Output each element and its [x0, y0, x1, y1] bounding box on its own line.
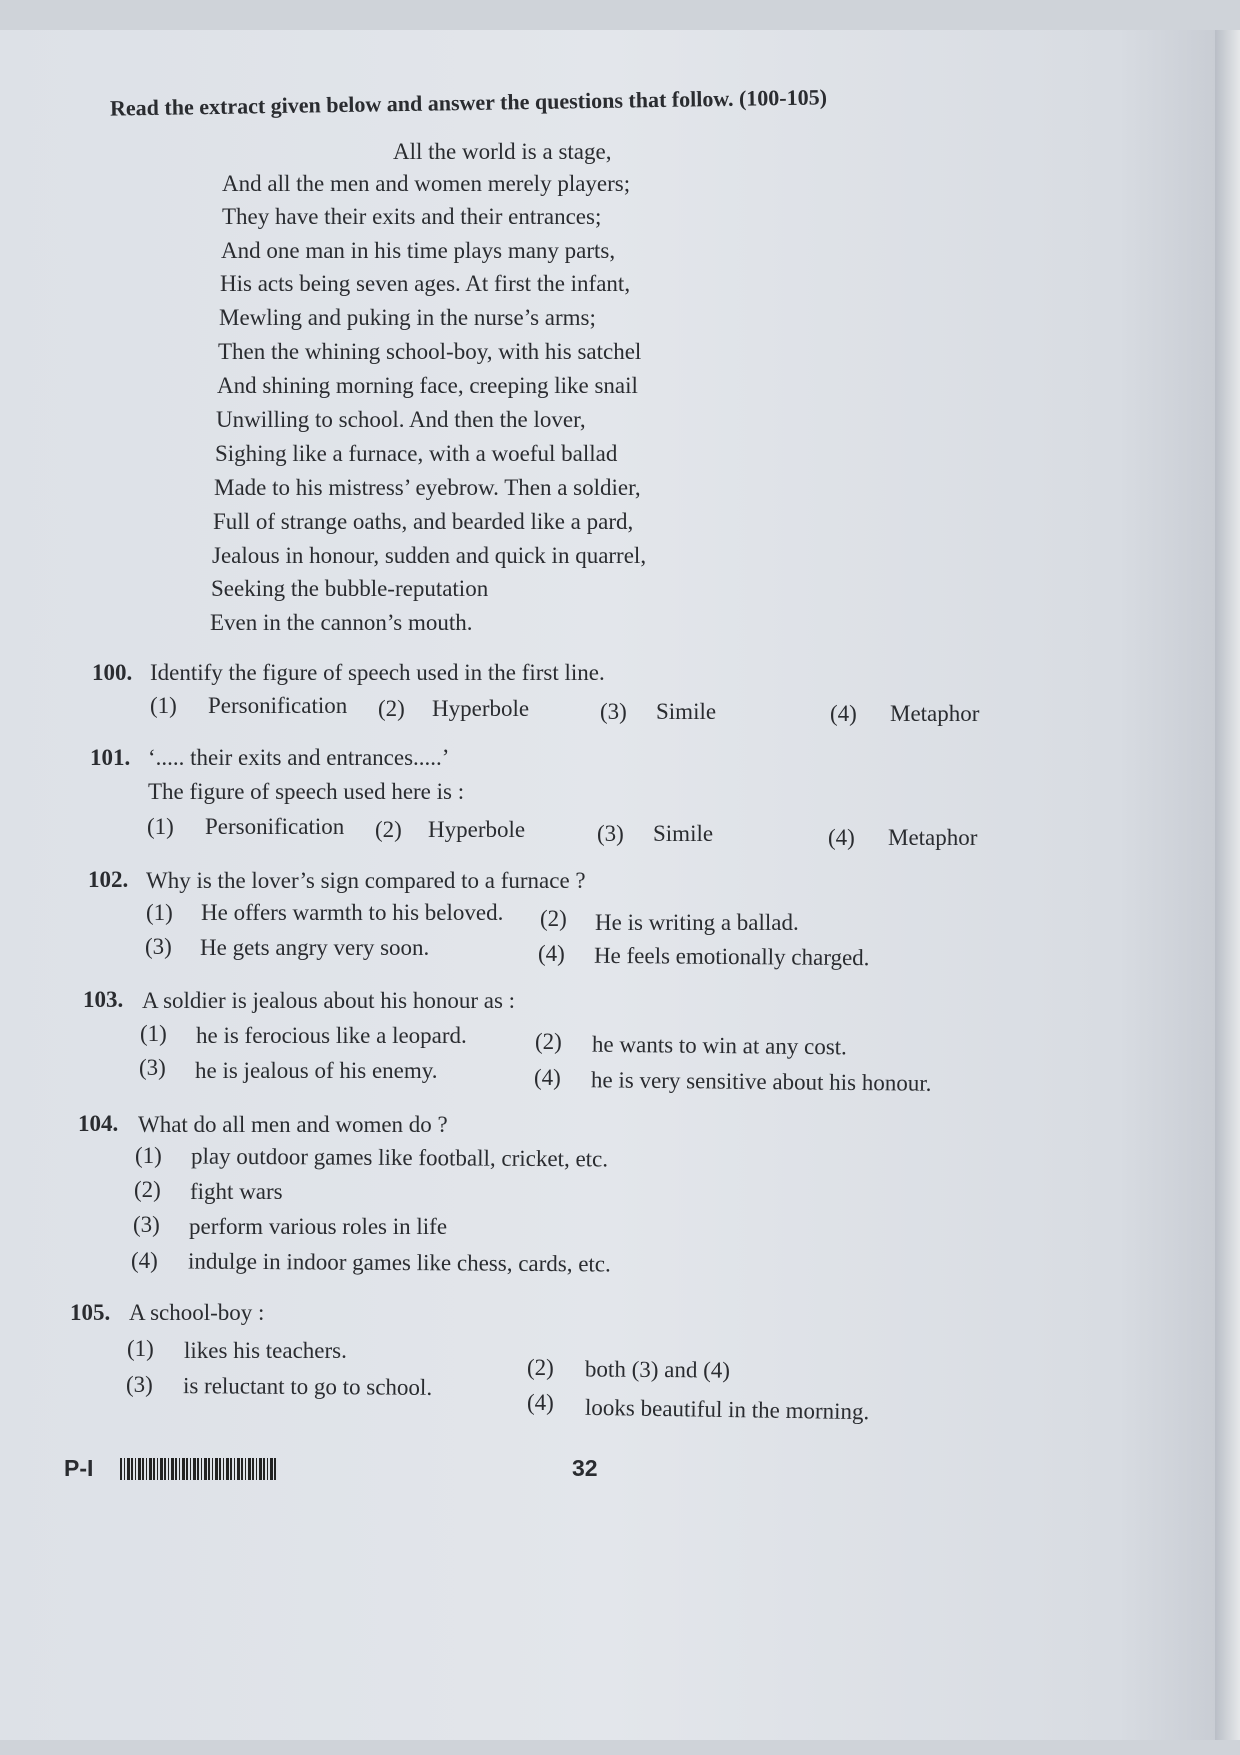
option-number: (4)	[828, 825, 855, 850]
option-text: indulge in indoor games like chess, cards, etc.	[187, 1248, 611, 1277]
poem-line: And shining morning face, creeping like snail	[217, 373, 638, 398]
instruction: Read the extract given below and answer the questions that follow. (100-105)	[109, 84, 828, 121]
option-text: Personification	[205, 814, 345, 839]
poem-line: All the world is a stage,	[393, 139, 612, 164]
option-text: looks beautiful in the morning.	[584, 1394, 870, 1425]
option-number: (1)	[146, 900, 173, 925]
option-text: he is ferocious like a leopard.	[196, 1023, 467, 1048]
option-number: (4)	[527, 1390, 554, 1415]
option-number: (2)	[535, 1029, 562, 1054]
question-number: 101.	[90, 745, 131, 770]
option-number: (2)	[375, 817, 402, 842]
option-number: (2)	[378, 696, 405, 721]
poem-line: Even in the cannon’s mouth.	[210, 610, 473, 635]
option-text: He offers warmth to his beloved.	[201, 900, 504, 925]
option-number: (2)	[134, 1177, 161, 1202]
poem-line: Then the whining school-boy, with his satchel	[218, 339, 642, 364]
poem-line: His acts being seven ages. At first the infant,	[220, 271, 631, 296]
option-number: (1)	[140, 1021, 167, 1046]
question-number: 104.	[78, 1111, 119, 1136]
option-text: Simile	[653, 821, 714, 846]
option-text: he is jealous of his enemy.	[195, 1058, 438, 1083]
option-number: (1)	[147, 814, 174, 839]
option-text: likes his teachers.	[184, 1338, 347, 1363]
option-number: (3)	[139, 1055, 166, 1080]
option-text: Personification	[208, 693, 348, 718]
option-number: (3)	[600, 699, 627, 724]
question-number: 102.	[88, 867, 129, 892]
question-text: A soldier is jealous about his honour as :	[142, 988, 516, 1013]
option-text: play outdoor games like football, cricket, etc.	[190, 1143, 609, 1172]
option-text: he wants to win at any cost.	[591, 1031, 847, 1060]
question-text-2: The figure of speech used here is :	[148, 779, 465, 804]
option-text: Hyperbole	[432, 696, 530, 721]
question-number: 103.	[83, 987, 124, 1012]
option-text: fight wars	[190, 1179, 283, 1204]
question-text: A school-boy :	[129, 1300, 265, 1325]
option-number: (3)	[597, 821, 624, 846]
option-number: (2)	[540, 906, 567, 931]
question-number: 100.	[92, 660, 133, 685]
question-text: Why is the lover’s sign compared to a furnace ?	[146, 868, 586, 893]
poem-line: Unwilling to school. And then the lover,	[216, 407, 586, 432]
poem-line: Seeking the bubble-reputation	[211, 576, 489, 601]
option-text: He is writing a ballad.	[595, 910, 799, 935]
option-number: (1)	[135, 1143, 162, 1168]
page-number: 32	[572, 1455, 598, 1481]
question-text: ‘..... their exits and entrances.....’	[148, 745, 450, 770]
option-text: Metaphor	[888, 825, 978, 850]
option-text: He feels emotionally charged.	[593, 942, 870, 971]
option-number: (1)	[127, 1336, 154, 1361]
option-text: perform various roles in life	[189, 1214, 448, 1239]
poem-line: And all the men and women merely players;	[222, 171, 631, 196]
poem-line: Mewling and puking in the nurse’s arms;	[219, 305, 596, 330]
poem-line: They have their exits and their entrances;	[222, 204, 602, 229]
poem-line: Sighing like a furnace, with a woeful ballad	[215, 441, 618, 466]
option-text: he is very sensitive about his honour.	[590, 1067, 932, 1096]
option-number: (3)	[145, 934, 172, 959]
option-number: (4)	[534, 1065, 561, 1090]
option-text: Hyperbole	[428, 817, 526, 842]
poem-line: And one man in his time plays many parts,	[221, 238, 616, 263]
option-text: Simile	[656, 699, 717, 724]
option-text: is reluctant to go to school.	[182, 1373, 433, 1400]
question-number: 105.	[70, 1300, 111, 1325]
paper-code: P-I	[64, 1455, 94, 1481]
barcode	[120, 1458, 278, 1480]
question-text: What do all men and women do ?	[138, 1112, 448, 1137]
poem-line: Jealous in honour, sudden and quick in quarrel,	[212, 543, 647, 568]
option-number: (2)	[527, 1355, 554, 1380]
option-number: (4)	[131, 1248, 158, 1273]
option-number: (3)	[126, 1372, 153, 1397]
poem-line: Full of strange oaths, and bearded like a pard,	[213, 509, 634, 534]
poem-line: Made to his mistress’ eyebrow. Then a soldier,	[214, 475, 641, 500]
option-number: (4)	[538, 941, 565, 966]
option-number: (3)	[133, 1212, 160, 1237]
option-number: (4)	[830, 701, 857, 726]
option-number: (1)	[150, 693, 177, 718]
page-edge	[1215, 30, 1240, 1740]
question-text: Identify the figure of speech used in the first line.	[150, 660, 605, 685]
option-text: Metaphor	[890, 701, 980, 726]
option-text: both (3) and (4)	[584, 1356, 731, 1383]
option-text: He gets angry very soon.	[200, 935, 430, 960]
